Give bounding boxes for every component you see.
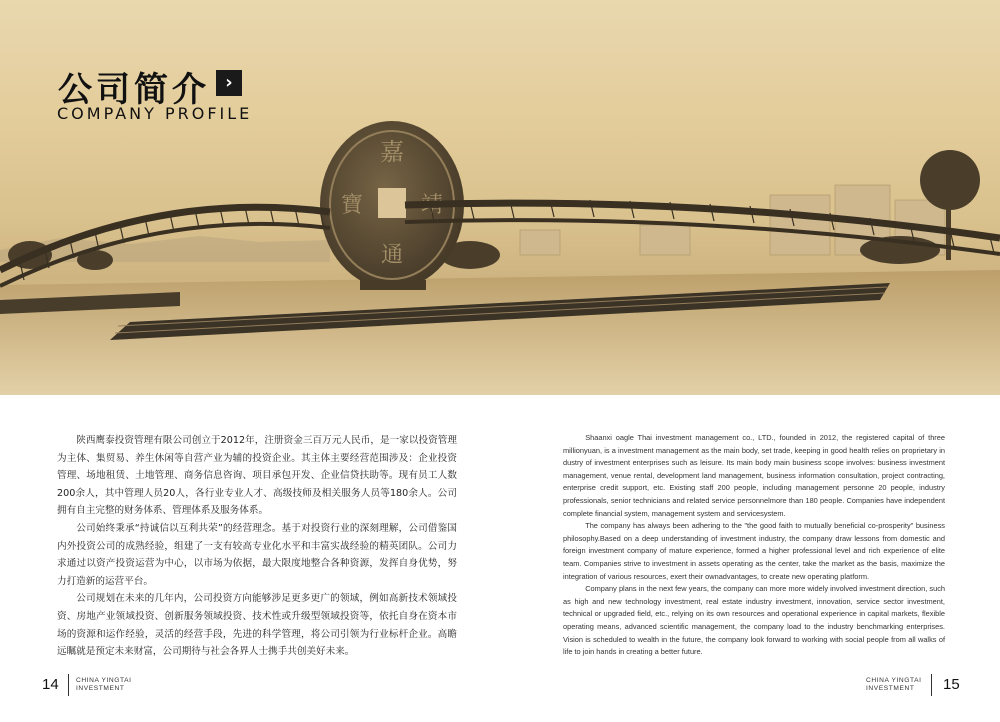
chinese-column: [57, 432, 457, 661]
page-number-right: 15: [943, 676, 960, 693]
english-column: [563, 432, 945, 659]
coin-glyph-left: 寶: [340, 193, 364, 218]
brand-line-2: INVESTMENT: [866, 685, 915, 692]
footer-divider-right: [931, 674, 932, 696]
footer-brand-right: [866, 677, 922, 693]
cn-paragraph-1: 陕西鹰泰投资管理有限公司创立于2012年，注册资金三百万元人民币，是一家以投资管理为主体、集贸易、养生休闲等自营产业为辅的投资企业。其主体主要经营范围涉及：企业投资管理、场地租赁、土地管理、商务信息咨询、项目承包开发、企业信贷扶助等。现有员工人数200余人，其中管理人员20人，各行业专业人才、高级技师及相关服务人员等180余人。公司拥有自主完整的财务体系、管理体系及服务体系。: [57, 435, 457, 517]
footer-divider-left: [68, 674, 69, 696]
brand-line-1: CHINA YINGTAI: [76, 677, 132, 684]
en-paragraph-1: Shaanxi oagle Thai investment management co., LTD., founded in 2012, the registered capital of three millionyuan, is a investment management as the main body, set trade, keeping in good health relies on proprietary in dustry of investment enterprises such as leisure. Its main body main business scope involves: business investment management, venue rental, development land management, business information consultation, project contracting, enterprise credit support, etc. Existing staff 200 people, including management personne 20 people, industry professionals, senior technicians and related service personnelmore than 180 people. Companies have independent complete financial system, management system and servicesystem.: [563, 433, 945, 518]
page-title-en: COMPANY PROFILE: [57, 104, 253, 123]
page-number-left: 14: [42, 676, 59, 693]
coin-glyph-right: 靖: [420, 193, 444, 218]
en-paragraph-3: Company plans in the next few years, the company can more more widely involved investment direction, such as high and new technology investment, real estate industry investment, innovation, service sector investment, technical or upgraded field, etc., relying on its own resources and operational experience in capital markets, flexible operating means, advanced scientific management, the company load to the industry benchmarking enterprises. Vision is scheduled to wealth in the future, the company look forward to working with social people from all walks of life to join hands in creating a better future.: [563, 584, 945, 657]
brand-line-1: CHINA YINGTAI: [866, 677, 922, 684]
coin-glyph-top: 嘉: [380, 138, 404, 166]
cn-paragraph-2: 公司始终秉承“持诚信以互利共荣”的经营理念。基于对投资行业的深刻理解，公司借鉴国内外投资公司的成熟经验，组建了一支有较高专业化水平和丰富实战经验的精英团队。公司力求通过以资产投资运营为中心，以市场为依据，最大限度地整合各种资源，发挥自身优势，努力打造新的运营平台。: [57, 522, 457, 587]
page-title-cn: 公司简介: [58, 70, 210, 110]
chevron-right-icon: ›: [216, 70, 242, 96]
coin-glyph-bottom: 通: [380, 243, 404, 268]
en-paragraph-2: The company has always been adhering to the "the good faith to mutually beneficial co-prosperity" business philosophy.Based on a deep understanding of investment industry, the company draw lessons from domestic and foreign investment company of mature experience, formed a higher professional level and rich experience of elite team. Companies strive to investment in assets operating as the center, take the market as the basis, maximize the integration of various resources, exert their ownadvantages, to create new operating platform.: [563, 521, 945, 581]
brand-line-2: INVESTMENT: [76, 685, 125, 692]
cn-paragraph-3: 公司规划在未来的几年内，公司投资方向能够涉足更多更广的领域，例如高新技术领域投资、房地产业领域投资、创新服务领域投资、技术性或升级型领域投资等，依托自身在资本市场的资源和运作经验，灵活的经营手段，先进的科学管理，将公司引领为行业标杆企业。高瞻远瞩就是预定未来财富，公司期待与社会各界人士携手共创美好未来。: [57, 593, 457, 658]
footer-brand-left: [76, 677, 132, 693]
